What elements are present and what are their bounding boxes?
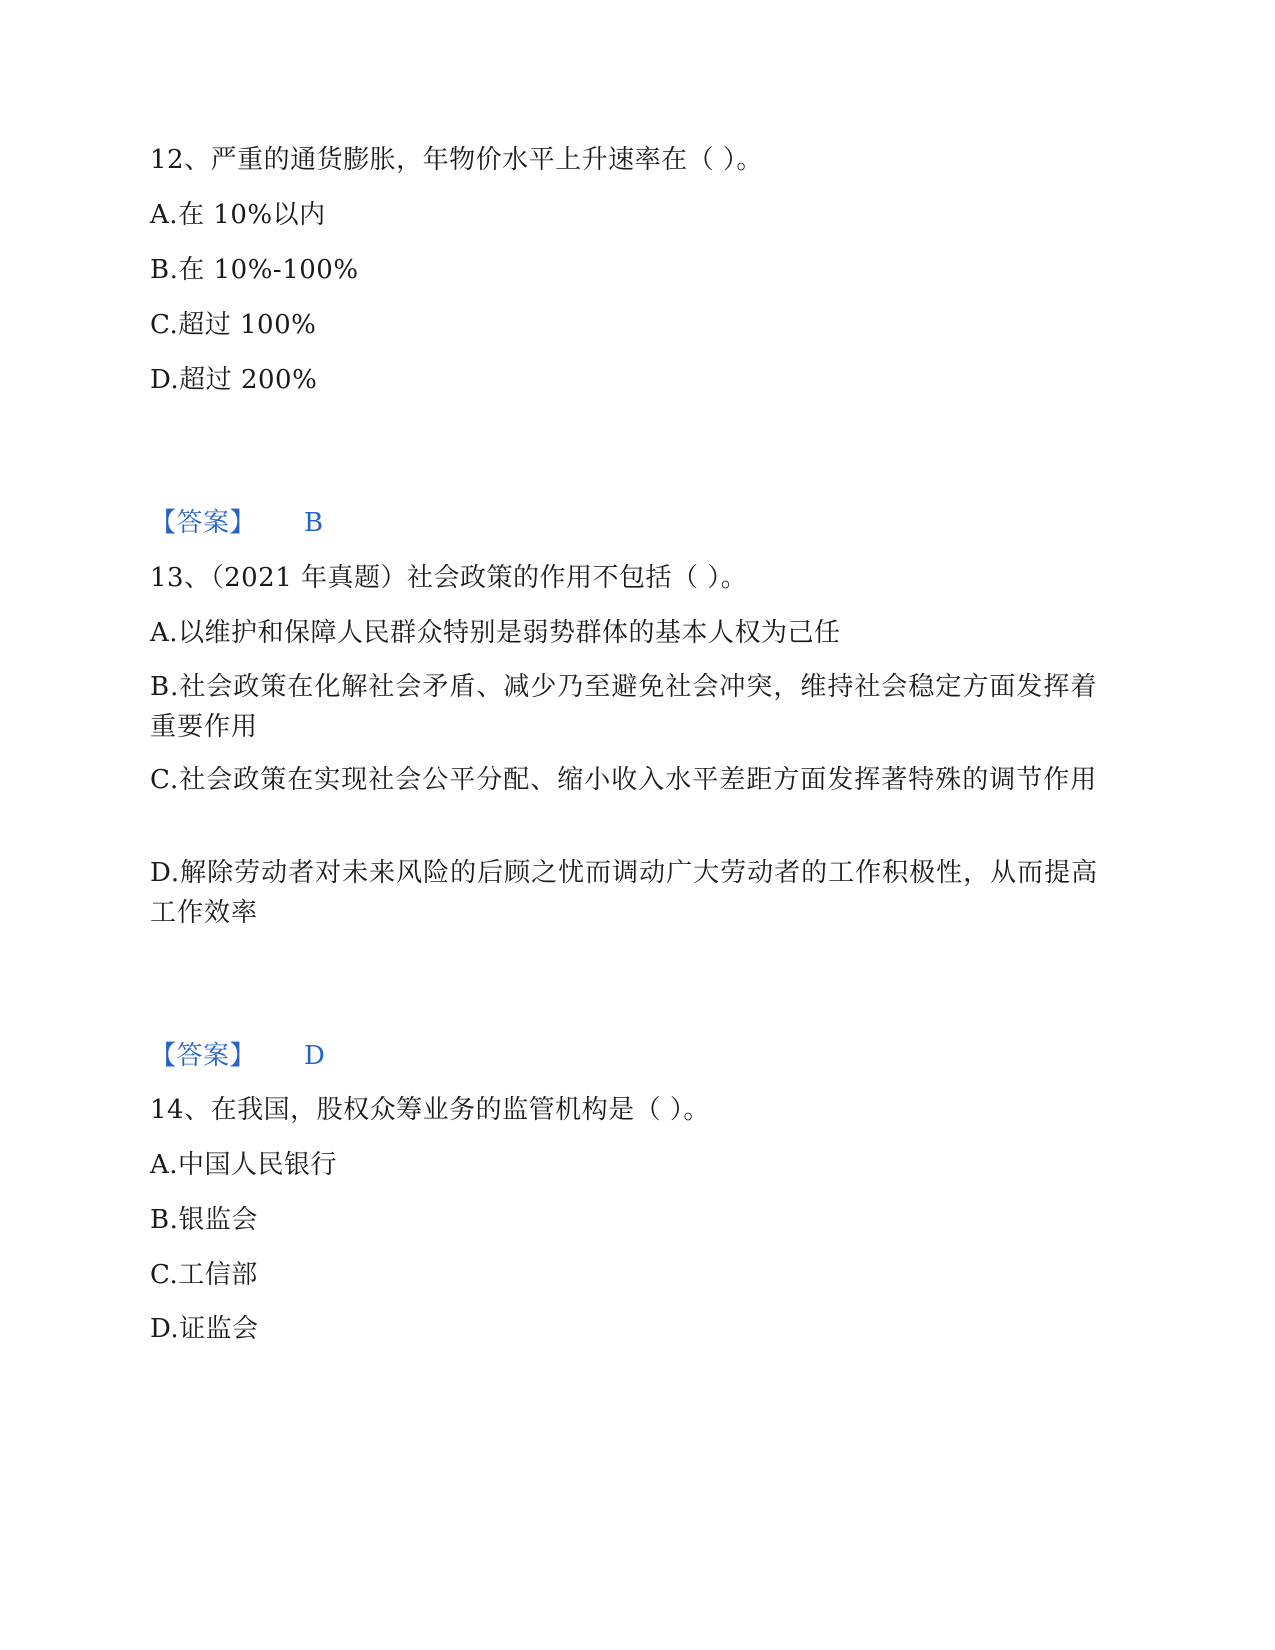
question-13-answer xyxy=(150,1036,325,1076)
question-13-option-c: C.社会政策在实现社会公平分配、缩小收入水平差距方面发挥著特殊的调节作用 xyxy=(150,765,1098,795)
answer-label: 【答案】 xyxy=(150,508,257,538)
answer-label: 【答案】 xyxy=(150,1041,257,1071)
question-12-option-b: B.在 10%-100% xyxy=(150,255,359,285)
question-13-option-b: B.社会政策在化解社会矛盾、减少乃至避免社会冲突，维持社会稳定方面发挥着重要作用 xyxy=(150,672,1098,742)
answer-value: D xyxy=(304,1041,326,1071)
question-13-stem: 13、（2021 年真题）社会政策的作用不包括（ ）。 xyxy=(150,563,748,593)
question-13-option-d: D.解除劳动者对未来风险的后顾之忧而调动广大劳动者的工作积极性，从而提高工作效率 xyxy=(150,858,1099,928)
question-12-option-c: C.超过 100% xyxy=(150,310,317,340)
question-12-stem: 12、严重的通货膨胀，年物价水平上升速率在（ ）。 xyxy=(150,145,763,175)
question-13-option-a: A.以维护和保障人民群众特别是弱势群体的基本人权为己任 xyxy=(150,618,841,648)
question-14-option-d: D.证监会 xyxy=(150,1314,259,1344)
question-12-answer xyxy=(150,503,324,543)
question-14-option-a: A.中国人民银行 xyxy=(150,1150,338,1180)
question-14-stem: 14、在我国，股权众筹业务的监管机构是（ ）。 xyxy=(150,1095,710,1125)
question-14-option-c: C.工信部 xyxy=(150,1260,258,1290)
question-12-option-a: A.在 10%以内 xyxy=(150,200,326,230)
question-12-option-d: D.超过 200% xyxy=(150,365,318,395)
question-14-option-b: B.银监会 xyxy=(150,1205,258,1235)
answer-value: B xyxy=(304,508,324,538)
